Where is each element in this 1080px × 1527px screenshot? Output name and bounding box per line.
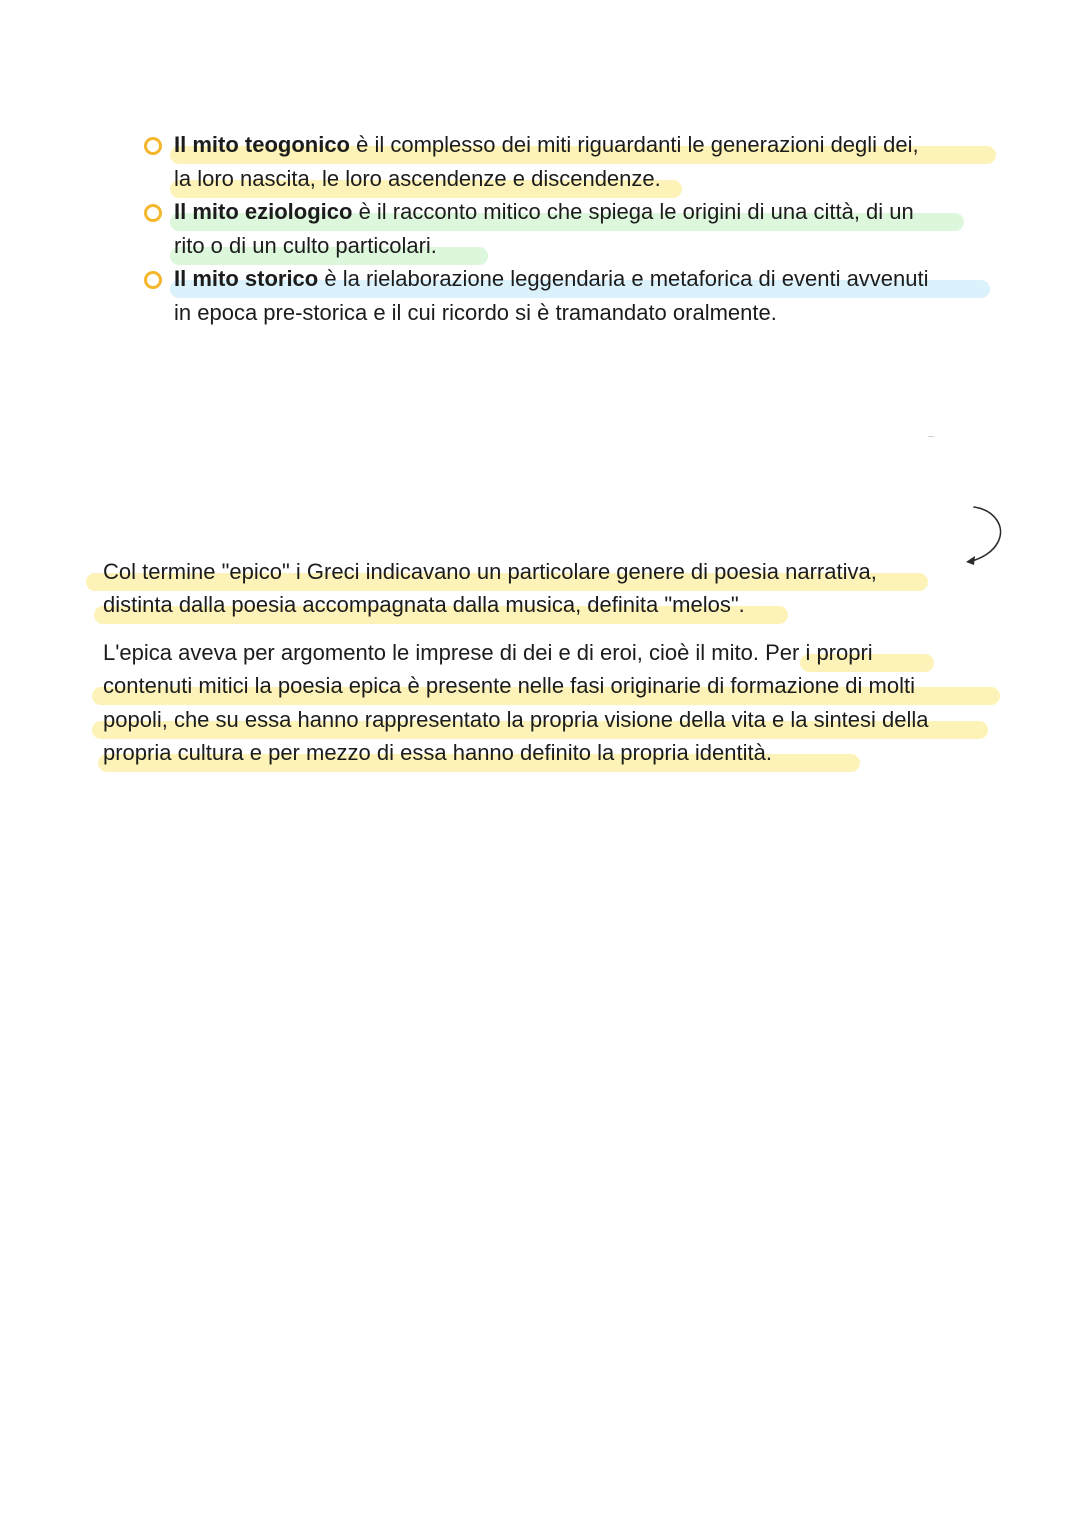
list-item-continuation: in epoca pre-storica e il cui ricordo si è tramandato oralmente. [174,300,777,325]
list-item [174,197,914,227]
term-label: Il mito storico [174,266,319,291]
paragraph-line: distinta dalla poesia accompagnata dalla musica, definita "melos". [103,592,745,617]
term-label: Il mito teogonico [174,132,350,157]
paragraph-line: propria cultura e per mezzo di essa hanno definito la propria identità. [103,740,772,765]
definition-text: è la rielaborazione leggendaria e metaforica di eventi avvenuti [318,266,929,291]
paragraph-line: popoli, che su essa hanno rappresentato la propria visione della vita e la sintesi della [103,707,929,732]
paragraph-line: Col termine "epico" i Greci indicavano un particolare genere di poesia narrativa, [103,559,877,584]
ring-bullet-icon [144,204,162,222]
list-item [174,264,929,294]
definition-text: è il racconto mitico che spiega le origini di una città, di un [352,199,914,224]
curved-arrow-icon [960,504,1008,574]
faint-mark [928,436,934,437]
list-item-continuation: la loro nascita, le loro ascendenze e discendenze. [174,166,661,191]
ring-bullet-icon [144,137,162,155]
definition-text: è il complesso dei miti riguardanti le generazioni degli dei, [350,132,919,157]
term-label: Il mito eziologico [174,199,353,224]
paragraph-line: contenuti mitici la poesia epica è presente nelle fasi originarie di formazione di molti [103,673,915,698]
list-item-continuation: rito o di un culto particolari. [174,233,437,258]
ring-bullet-icon [144,271,162,289]
paragraph-line: L'epica aveva per argomento le imprese di dei e di eroi, cioè il mito. Per i propri [103,640,873,665]
list-item [174,130,919,160]
